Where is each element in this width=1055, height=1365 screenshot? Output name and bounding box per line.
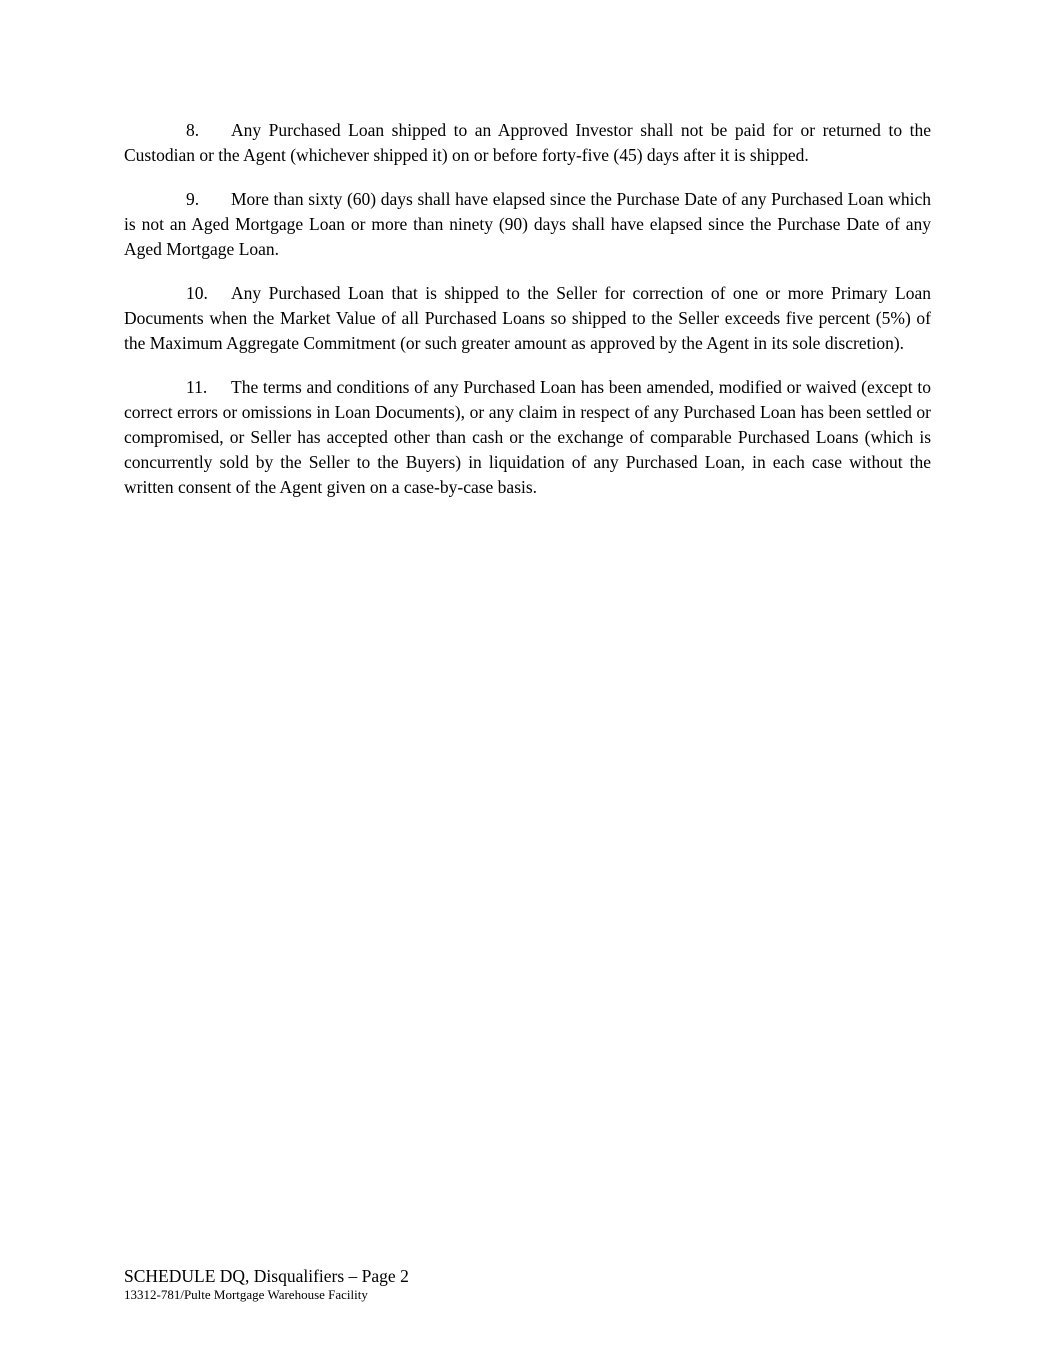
paragraph-9 xyxy=(124,187,931,262)
paragraph-11-number: 11. xyxy=(186,377,208,397)
paragraph-11-text: The terms and conditions of any Purchased Loan has been amended, modified or waived (except to correct errors or omissions in Loan Documents), or any claim in respect of any Purchased Loan has been settled or compromised, or Seller has accepted other than cash or the exchange of comparable Purchased Loans (which is concurrently sold by the Seller to the Buyers) in liquidation of any Purchased Loan, in each case without the written consent of the Agent given on a case-by-case basis. xyxy=(124,377,931,497)
paragraph-10-text: Any Purchased Loan that is shipped to the Seller for correction of one or more Primary Loan Documents when the Market Value of all Purchased Loans so shipped to the Seller exceeds five percent (5%) of the Maximum Aggregate Commitment (or such greater amount as approved by the Agent in its sole discretion). xyxy=(124,283,931,353)
paragraph-10-number: 10. xyxy=(186,283,208,303)
paragraph-8 xyxy=(124,118,931,168)
footer-schedule-title: SCHEDULE DQ, Disqualifiers – Page 2 xyxy=(124,1266,409,1286)
document-body xyxy=(124,118,931,519)
paragraph-9-text: More than sixty (60) days shall have elapsed since the Purchase Date of any Purchased Loan which is not an Aged Mortgage Loan or more than ninety (90) days shall have elapsed since the Purchase Date of any Aged Mortgage Loan. xyxy=(124,189,931,259)
paragraph-8-text: Any Purchased Loan shipped to an Approved Investor shall not be paid for or returned to the Custodian or the Agent (whichever shipped it) on or before forty-five (45) days after it is shipped. xyxy=(124,120,931,165)
paragraph-10 xyxy=(124,281,931,356)
paragraph-9-number: 9. xyxy=(186,189,200,209)
footer-file-reference: 13312-781/Pulte Mortgage Warehouse Facility xyxy=(124,1287,368,1302)
page-footer xyxy=(124,1266,409,1303)
paragraph-11 xyxy=(124,375,931,500)
paragraph-8-number: 8. xyxy=(186,120,200,140)
